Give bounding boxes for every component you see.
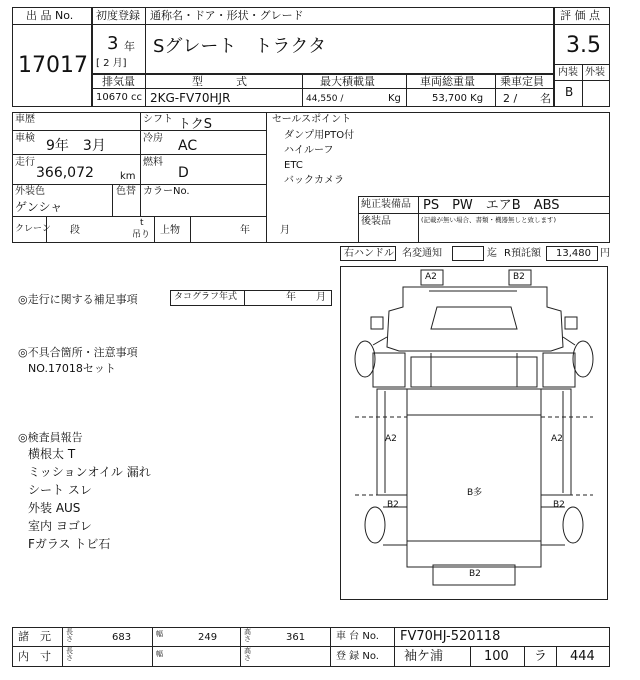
aftermarket-label: 後装品 (361, 216, 391, 227)
crane-hang: 吊り (132, 230, 151, 240)
tacho-value: 年 月 (286, 292, 326, 303)
registration-label: 登 録 No. (336, 651, 379, 662)
crane-label: クレーン (15, 224, 51, 234)
recycle-label: R預託額 (504, 248, 541, 259)
score-value: 3.5 (566, 33, 601, 58)
model-value: 2KG-FV70HJR (150, 91, 231, 105)
diagram-rear-left-wheel: B2 (387, 500, 399, 510)
lift-label: 上物 (160, 225, 180, 236)
diagram-left-side: A2 (385, 434, 397, 444)
fuel-value: D (178, 165, 189, 181)
gross-weight-value: 53,700 Kg (432, 93, 484, 104)
diagram-right-side: A2 (551, 434, 563, 444)
handle-value: 右ハンドル (344, 248, 394, 259)
chassis-number: FV70HJ-520118 (400, 629, 501, 644)
height-value: 361 (286, 632, 306, 643)
sales-point-item: ハイルーフ (284, 145, 334, 156)
inner-width-label: 幅 (156, 650, 163, 658)
color-no-label: 色替 (116, 186, 136, 197)
model-label: 型 式 (192, 75, 247, 88)
color-code-label: カラーNo. (143, 186, 190, 197)
inspection-value: 9年 3月 (46, 138, 106, 154)
mileage-value: 366,072 (36, 165, 94, 181)
width-value: 249 (198, 632, 218, 643)
ac-label: 冷房 (143, 133, 163, 144)
crane-ton: t (140, 218, 144, 228)
aftermarket-note: (記載が無い場合、書類・機器無しと致します) (421, 216, 557, 224)
max-load-value: 44,550 / (306, 94, 344, 104)
inspector-line: ミッションオイル 漏れ (28, 465, 151, 479)
sales-points-label: セールスポイント (272, 114, 352, 125)
year-unit: 年 (124, 40, 135, 53)
width-label: 幅 (156, 630, 163, 638)
inspector-line: 横根太 T (28, 447, 76, 461)
lot-label: 出 品 No. (26, 9, 74, 22)
chassis-label: 車 台 No. (336, 631, 379, 642)
fuel-label: 燃料 (143, 157, 163, 168)
dims-label: 諸 元 (18, 630, 51, 643)
shift-label: シフト (143, 114, 173, 125)
inner-dims-label: 内 寸 (18, 650, 51, 663)
defect-label: ◎不具合箇所・注意事項 (18, 346, 138, 359)
meter-swap-suffix: 迄 (487, 248, 497, 259)
registration-area: 袖ケ浦 (404, 649, 444, 664)
recycle-value: 13,480 (556, 248, 591, 259)
factory-equipment-value: PS PW エアB ABS (423, 198, 560, 213)
max-load-label: 最大積載量 (320, 75, 375, 88)
length-value: 683 (112, 632, 132, 643)
drive-notes-label: ◎走行に関する補足事項 (18, 293, 138, 306)
diagram-rear-right-wheel: B2 (553, 500, 565, 510)
diagram-rear: B2 (469, 569, 481, 579)
inspector-line: 室内 ヨゴレ (28, 519, 92, 533)
displacement-label: 排気量 (102, 75, 135, 88)
inner-length-label: 長さ (66, 647, 73, 662)
damage-diagram (340, 266, 608, 600)
registration-kana: ラ (534, 649, 548, 664)
mileage-label: 走行 (15, 157, 35, 168)
color-label: 外装色 (15, 186, 45, 197)
inner-height-label: 高さ (244, 647, 251, 662)
footer-box (12, 627, 610, 667)
lot-number: 17017 (18, 53, 88, 78)
ac-value: AC (178, 138, 198, 154)
defect-text: NO.17018セット (28, 362, 116, 375)
diagram-front-right: B2 (513, 272, 525, 282)
mileage-unit: km (120, 171, 136, 182)
inspector-line: 外装 AUS (28, 501, 81, 515)
name-label: 通称名・ドア・形状・グレード (150, 9, 304, 22)
history-label: 車歴 (15, 114, 35, 125)
interior-label: 内装 (558, 67, 578, 78)
crane-stage: 段 (70, 225, 80, 236)
inspector-label: ◎検査員報告 (18, 431, 83, 444)
sales-point-item: ETC (284, 160, 303, 171)
capacity-unit: 名 (540, 92, 551, 105)
inspection-label: 車検 (15, 133, 35, 144)
factory-equipment-label: 純正装備品 (361, 199, 411, 210)
sales-point-item: バックカメラ (284, 175, 344, 186)
first-reg-label: 初度登録 (96, 9, 140, 22)
length-label: 長さ (66, 628, 73, 643)
max-load-unit: Kg (388, 93, 401, 104)
capacity-value: 2 / (503, 92, 518, 105)
score-label: 評 価 点 (560, 9, 600, 22)
interior-grade: B (565, 85, 574, 99)
diagram-front-left: A2 (425, 272, 437, 282)
lift-date: 年 月 (240, 225, 290, 236)
diagram-center: B多 (467, 488, 483, 498)
vehicle-name: Sグレート トラクタ (153, 36, 327, 57)
tacho-label: タコグラフ年式 (174, 292, 238, 302)
color-value: ゲンシャ (15, 200, 63, 214)
height-label: 高さ (244, 628, 251, 643)
registration-class: 100 (484, 649, 509, 664)
gross-weight-label: 車両総重量 (420, 75, 475, 88)
shift-value: トクS (178, 117, 212, 132)
capacity-label: 乗車定員 (500, 75, 544, 88)
sales-point-item: ダンプ用PTO付 (284, 130, 355, 141)
reg-month: [ 2 月] (96, 58, 127, 69)
recycle-unit: 円 (600, 248, 610, 259)
inspector-line: Fガラス トビ石 (28, 537, 111, 551)
inspector-line: シート スレ (28, 483, 92, 497)
registration-number: 444 (570, 649, 595, 664)
exterior-label: 外装 (585, 67, 605, 78)
reg-year: 3 (107, 33, 119, 54)
meter-swap-label: 名変通知 (402, 248, 442, 259)
displacement-value: 10670 cc (96, 92, 142, 103)
meter-swap-box (452, 246, 484, 261)
truck-outline-icon (341, 267, 607, 599)
